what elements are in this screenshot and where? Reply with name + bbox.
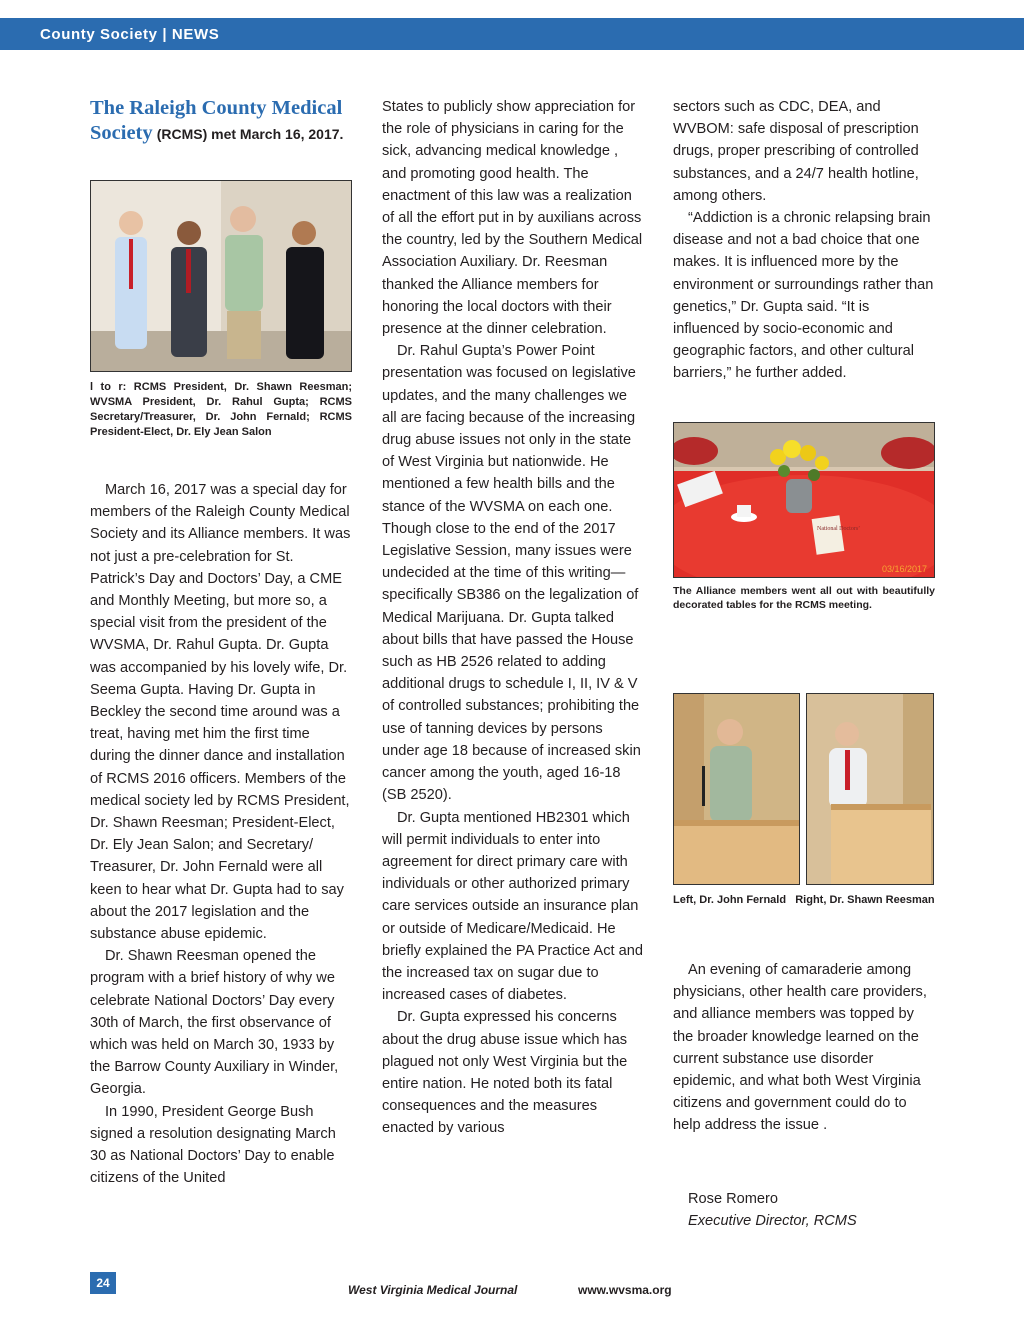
signature-name: Rose Romero: [688, 1191, 779, 1207]
group-photo-illustration: [91, 181, 351, 371]
paragraph: States to publicly show appreciation for the role of physicians in caring for the sick, advancing medical knowledge , and promoting good health. The enactment of this law was a realization of all the effort put in by auxilians across the country, led by the Southern Medical Association Auxiliary. Dr. Reesman thanked the Alliance members for honoring the local doctors with their presence at the dinner celebration.: [382, 99, 643, 338]
website-url: www.wvsma.org: [578, 1283, 672, 1297]
speaker-photo-caption: Left, Dr. John Fernald Right, Dr. Shawn Reesman: [673, 894, 935, 906]
paragraph: In 1990, President George Bush signed a resolution designating March 30 as National Doctors’ Day to enable citizens of the United: [90, 1103, 336, 1187]
group-photo: [90, 180, 352, 372]
column-1-headline: [90, 96, 352, 146]
paragraph: sectors such as CDC, DEA, and WVBOM: safe disposal of prescription drugs, proper prescribing of controlled substances, and a 24/7 health hotline, among others.: [673, 99, 919, 204]
column-3-bottom: [673, 959, 935, 1137]
paragraph: Dr. Gupta mentioned HB2301 which will permit individuals to enter into agreement for direct primary care with individuals or other authorized primary care services outside an insurance plan or outside of Medicare/Medicaid. He briefly explained the PA Practice Act and the increased tax on sugar due to increased cases of diabetes.: [382, 809, 643, 1004]
column-3-top: [673, 96, 935, 385]
table-photo-illustration: [674, 423, 934, 577]
paragraph: An evening of camaraderie among physicians, other health care providers, and alliance members was topped by the broader knowledge learned on the current substance use disorder epidemic, and what both West Virginia citizens and government could do to help address the issue .: [673, 962, 927, 1134]
signature-title: Executive Director, RCMS: [688, 1213, 857, 1230]
speaker-right-illustration: [807, 694, 933, 884]
paragraph: Dr. Rahul Gupta’s Power Point presentation was focused on legislative updates, and the many challenges we all are facing because of the increasing drug abuse issues not only in the state of West Virginia but nationwide. He mentioned a few health bills and the stance of the WVSMA on each one. Though close to the end of the 2017 Legislative Session, many issues were undecided at the time of this writing—specifically SB386 on the legalization of Medical Marijuana. Dr. Gupta talked about bills that have passed the House such as HB 2526 related to adding additional drugs to schedule I, II, IV & V of controlled substances; prohibiting the use of tanning devices by persons under age 18 because of increased skin cancer among the youth, aged 16-18 (SB 2520).: [382, 343, 641, 804]
speaker-left-illustration: [674, 694, 799, 884]
section-banner: [0, 18, 1024, 50]
journal-name: West Virginia Medical Journal: [348, 1283, 518, 1297]
speaker-photo-right: [806, 693, 934, 885]
card-text: National Doctors’: [817, 526, 861, 532]
column-2: [382, 96, 644, 1140]
paragraph: “Addiction is a chronic relapsing brain disease and not a bad choice that one makes. It is influenced more by the environment or surroundings rather than genetics,” Dr. Gupta said. “It is influenced by socio-economic and geographic factors, and other cultural barriers,” he further added.: [673, 210, 934, 382]
column-1-body: [90, 479, 352, 1190]
speaker-photo-left: [673, 693, 800, 885]
paragraph: Dr. Gupta expressed his concerns about the drug abuse issue which has plagued not only West Virginia but the entire nation. He noted both its fatal consequences and the measures enacted by various: [382, 1009, 628, 1137]
table-photo: [673, 422, 935, 578]
paragraph: Dr. Shawn Reesman opened the program with a brief history of why we celebrate National Doctors’ Day every 30th of March, the first observance of which was held on March 30, 1933 by the Barrow County Auxiliary in Winder, Georgia.: [90, 948, 339, 1098]
paragraph: March 16, 2017 was a special day for members of the Raleigh County Medical Society and its Alliance members. It was not just a pre-celebration for St. Patrick’s Day and Doctors’ Day, a CME and Monthly Meeting, but more so, a special visit from the president of the WVSMA, Dr. Rahul Gupta. Dr. Gupta was accompanied by his lovely wife, Dr. Seema Gupta. Having Dr. Gupta in Beckley the second time around was a treat, having met him the first time during the dinner dance and installation of RCMS 2016 officers. Members of the medical society led by RCMS President, Dr. Shawn Reesman; President-Elect, Dr. Ely Jean Salon; and Secretary/ Treasurer, Dr. John Fernald were all keen to hear what Dr. Gupta had to say about the 2017 legislation and the substance abuse epidemic.: [90, 482, 351, 943]
section-title: County Society | NEWS: [40, 26, 220, 43]
group-photo-caption: l to r: RCMS President, Dr. Shawn Reesman; WVSMA President, Dr. Rahul Gupta; RCMS Secretary/Treasurer, Dr. John Fernald; RCMS President-Elect, Dr. Ely Jean Salon: [90, 381, 352, 438]
signature: [688, 1188, 950, 1232]
photo-date-stamp: 03/16/2017: [882, 564, 928, 574]
table-photo-caption: The Alliance members went all out with beautifully decorated tables for the RCMS meeting.: [673, 585, 935, 611]
page-number: 24: [90, 1272, 116, 1294]
headline-rest: (RCMS) met March 16, 2017.: [156, 126, 344, 143]
headline: The Raleigh County Medical Society: [90, 97, 343, 145]
